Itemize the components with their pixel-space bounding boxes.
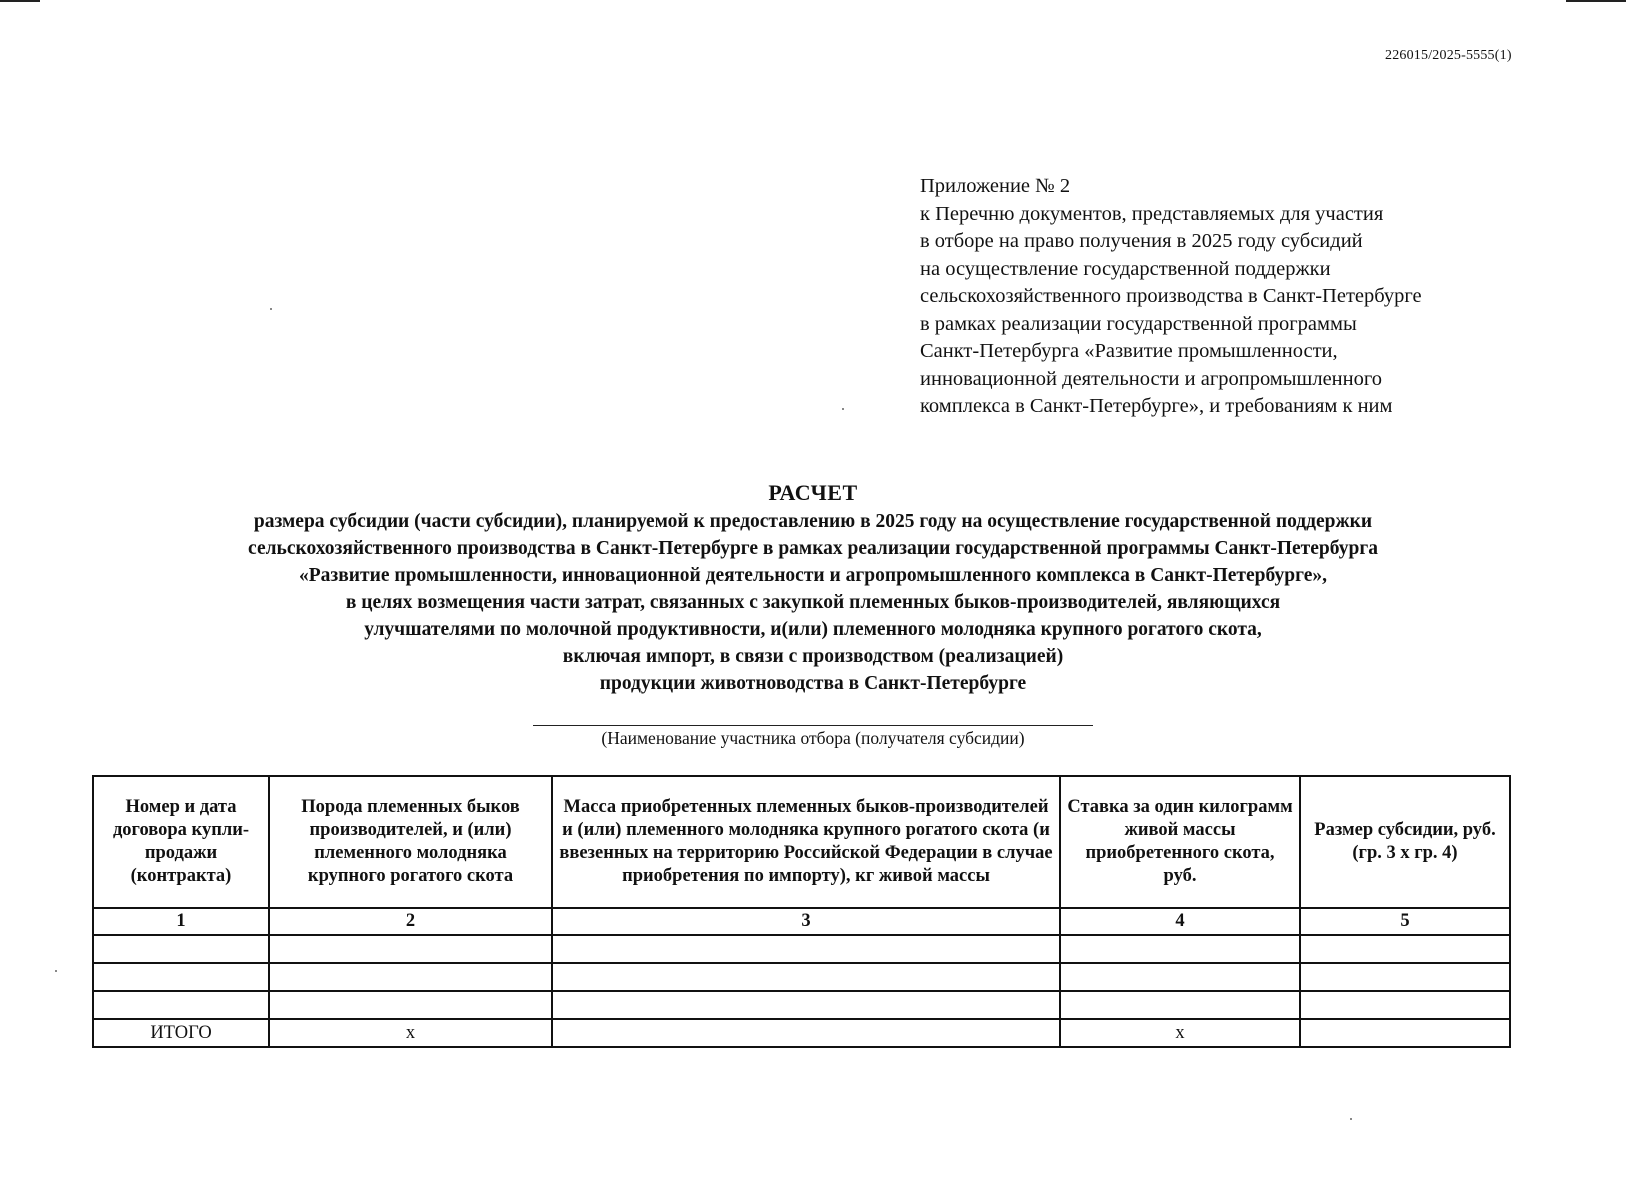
header-rate: Ставка за один килограмм живой массы приобретенного скота, руб.	[1060, 776, 1300, 908]
scan-speck	[270, 308, 272, 310]
header-breed: Порода племенных быков производителей, и (или) племенного молодняка крупного рогатого скота	[269, 776, 552, 908]
table-row	[93, 935, 1510, 963]
appendix-line: в рамках реализации государственной программы	[920, 312, 1357, 335]
header-contract: Номер и дата договора купли-продажи (контракта)	[93, 776, 269, 908]
total-cell: х	[269, 1019, 552, 1047]
calculation-title: РАСЧЕТ	[768, 480, 858, 505]
calculation-title-block	[0, 478, 1626, 697]
total-cell[interactable]	[1300, 1019, 1510, 1047]
appendix-line: сельскохозяйственного производства в Санкт-Петербурге	[920, 285, 1422, 307]
table-row	[93, 963, 1510, 991]
scan-edge-mark-right	[1566, 0, 1626, 2]
appendix-line: к Перечню документов, представляемых для участия	[920, 202, 1384, 225]
table-cell[interactable]	[1300, 935, 1510, 963]
appendix-block	[920, 173, 1520, 421]
table-header-row	[93, 776, 1510, 908]
table-cell[interactable]	[269, 963, 552, 991]
table-cell[interactable]	[269, 935, 552, 963]
participant-caption: (Наименование участника отбора (получателя субсидии)	[601, 728, 1025, 748]
scan-edge-mark-left	[0, 0, 40, 2]
table-row	[93, 991, 1510, 1019]
header-subsidy: Размер субсидии, руб. (гр. 3 х гр. 4)	[1300, 776, 1510, 908]
header-mass: Масса приобретенных племенных быков-производителей и (или) племенного молодняка крупного рогатого скота (и ввезенных на территорию Российской Федерации в случае приобретения по импорту), кг живой массы	[552, 776, 1060, 908]
table-cell[interactable]	[1060, 935, 1300, 963]
column-number: 5	[1300, 908, 1510, 935]
appendix-line: инновационной деятельности и агропромышленного	[920, 367, 1383, 390]
table-cell[interactable]	[552, 935, 1060, 963]
total-cell: х	[1060, 1019, 1300, 1047]
total-row	[93, 1019, 1510, 1047]
table-cell[interactable]	[552, 963, 1060, 991]
scan-speck	[842, 408, 844, 410]
table-cell[interactable]	[1300, 991, 1510, 1019]
total-cell[interactable]	[552, 1019, 1060, 1047]
table-cell[interactable]	[93, 991, 269, 1019]
table-cell[interactable]	[93, 935, 269, 963]
appendix-line: Санкт-Петербурга «Развитие промышленности,	[920, 340, 1338, 362]
table-cell[interactable]	[1060, 963, 1300, 991]
calculation-subtitle	[0, 508, 1626, 697]
column-number: 1	[93, 908, 269, 935]
subtitle-line: «Развитие промышленности, инновационной деятельности и агропромышленного комплекса в Санкт-Петербурге»,	[299, 565, 1327, 586]
table-cell[interactable]	[1300, 963, 1510, 991]
subtitle-line: включая импорт, в связи с производством (реализацией)	[562, 646, 1064, 667]
scan-speck	[1350, 1118, 1352, 1120]
document-number: 226015/2025-5555(1)	[1385, 48, 1512, 63]
table-cell[interactable]	[1060, 991, 1300, 1019]
appendix-line: Приложение № 2	[920, 175, 1071, 197]
column-number: 4	[1060, 908, 1300, 935]
total-label: ИТОГО	[93, 1019, 269, 1047]
table-cell[interactable]	[269, 991, 552, 1019]
table-cell[interactable]	[552, 991, 1060, 1019]
column-number-row	[93, 908, 1510, 935]
subtitle-line: размера субсидии (части субсидии), планируемой к предоставлению в 2025 году на осуществление государственной поддержки	[253, 511, 1373, 532]
subtitle-line: продукции животноводства в Санкт-Петербурге	[599, 673, 1027, 694]
subtitle-line: улучшателями по молочной продуктивности, и(или) племенного молодняка крупного рогатого скота,	[364, 619, 1262, 640]
scan-speck	[55, 970, 57, 972]
subtitle-line: в целях возмещения части затрат, связанных с закупкой племенных быков-производителей, являющихся	[345, 592, 1281, 613]
calculation-table	[92, 775, 1511, 1048]
appendix-line: комплекса в Санкт-Петербурге», и требованиям к ним	[920, 395, 1393, 417]
participant-name-field[interactable]	[533, 725, 1093, 726]
appendix-line: на осуществление государственной поддержки	[920, 257, 1331, 280]
column-number: 2	[269, 908, 552, 935]
table-cell[interactable]	[93, 963, 269, 991]
appendix-line: в отборе на право получения в 2025 году субсидий	[920, 230, 1363, 252]
subtitle-line: сельскохозяйственного производства в Санкт-Петербурге в рамках реализации государственной программы Санкт-Петербурга	[248, 538, 1378, 559]
column-number: 3	[552, 908, 1060, 935]
